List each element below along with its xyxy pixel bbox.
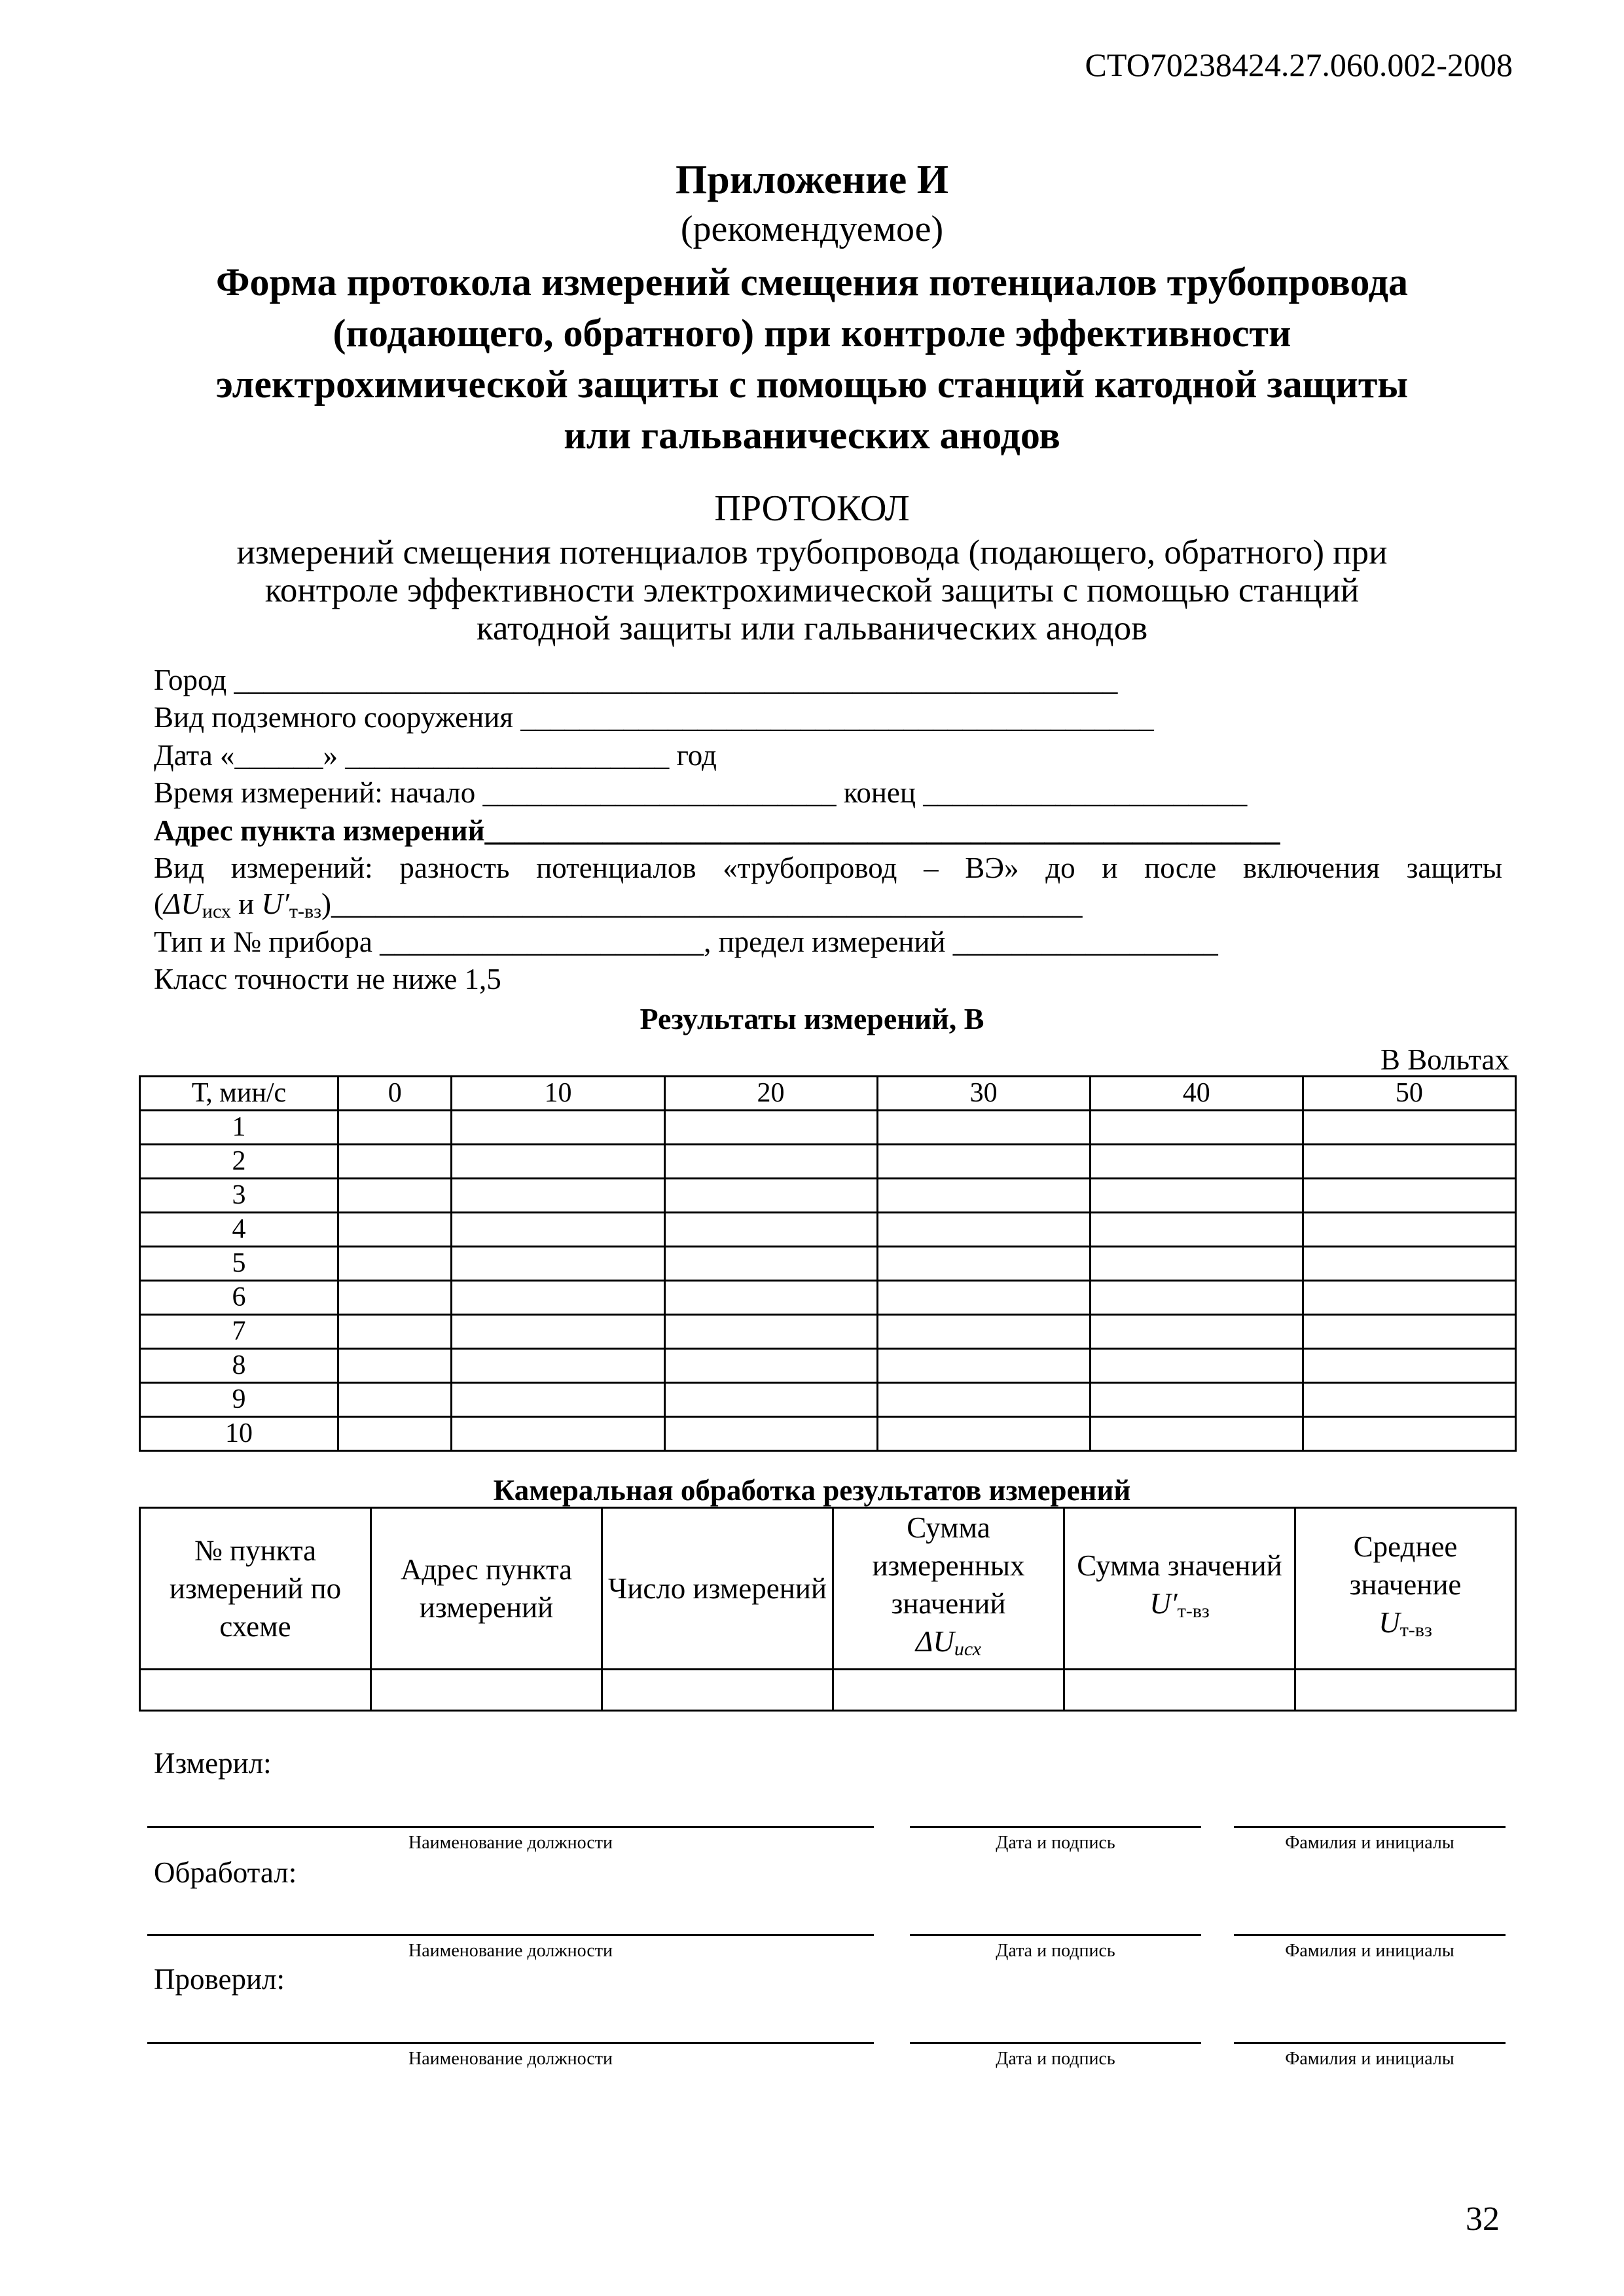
units-note: В Вольтах [1380, 1043, 1509, 1076]
value-cell[interactable] [877, 1179, 1090, 1213]
value-cell[interactable] [877, 1349, 1090, 1383]
measurement-type-blank: )___________________________________________________ [321, 888, 1083, 920]
symbol-subscript: т-вз [1177, 1600, 1210, 1622]
row-number: 5 [140, 1247, 338, 1281]
value-cell[interactable] [338, 1247, 452, 1281]
column-header: 50 [1303, 1077, 1515, 1111]
row-number: 2 [140, 1145, 338, 1179]
structure-type-field[interactable]: Вид подземного сооружения ___________________________________________ [154, 701, 1154, 734]
date-caption: Дата и подпись [996, 1941, 1115, 1961]
value-cell[interactable] [452, 1145, 664, 1179]
column-header: 20 [664, 1077, 877, 1111]
u-prime-subscript: т-вз [289, 901, 321, 922]
protocol-subtitle-line: измерений смещения потенциалов трубопровода (подающего, обратного) при [236, 533, 1388, 571]
table-row [140, 1247, 1516, 1281]
name-caption: Фамилия и инициалы [1285, 1833, 1454, 1853]
value-cell[interactable] [1090, 1145, 1303, 1179]
name-caption: Фамилия и инициалы [1285, 2049, 1454, 2069]
symbol: ΔU [915, 1625, 954, 1658]
value-cell[interactable] [1090, 1179, 1303, 1213]
column-header: Число измерений [602, 1508, 833, 1670]
position-line[interactable] [147, 2042, 874, 2044]
value-cell[interactable] [664, 1111, 877, 1145]
value-cell[interactable] [833, 1670, 1064, 1711]
table-row [140, 1417, 1516, 1451]
value-cell[interactable] [664, 1179, 877, 1213]
row-number: 6 [140, 1281, 338, 1315]
column-header-symbol [1065, 1585, 1294, 1630]
value-cell[interactable] [1090, 1281, 1303, 1315]
column-header [1064, 1508, 1295, 1670]
value-cell[interactable] [1295, 1670, 1516, 1711]
value-cell[interactable] [140, 1670, 371, 1711]
value-cell[interactable] [877, 1383, 1090, 1417]
value-cell[interactable] [338, 1213, 452, 1247]
column-header: 40 [1090, 1077, 1303, 1111]
city-field[interactable]: Город ____________________________________________________________ [154, 664, 1118, 696]
position-caption: Наименование должности [408, 2049, 613, 2069]
results-table [139, 1075, 1517, 1452]
column-header-symbol [834, 1623, 1063, 1668]
value-cell[interactable] [1064, 1670, 1295, 1711]
protocol-title: ПРОТОКОЛ [714, 488, 910, 529]
value-cell[interactable] [664, 1281, 877, 1315]
appendix-title: Приложение И [675, 158, 949, 202]
column-header: 0 [338, 1077, 452, 1111]
symbol-subscript: исх [954, 1638, 982, 1660]
value-cell[interactable] [452, 1179, 664, 1213]
value-cell[interactable] [452, 1111, 664, 1145]
table-row [140, 1383, 1516, 1417]
value-cell[interactable] [664, 1213, 877, 1247]
value-cell[interactable] [877, 1281, 1090, 1315]
position-line[interactable] [147, 1934, 874, 1936]
value-cell[interactable] [602, 1670, 833, 1711]
column-header-text: Сумма значений [1077, 1549, 1282, 1582]
protocol-subtitle [0, 533, 1624, 647]
date-signature-line[interactable] [910, 2042, 1201, 2044]
table-row [140, 1111, 1516, 1145]
symbol: U [1379, 1606, 1400, 1639]
value-cell[interactable] [338, 1383, 452, 1417]
value-cell[interactable] [1303, 1417, 1515, 1451]
date-signature-line[interactable] [910, 1934, 1201, 1936]
table-row [140, 1213, 1516, 1247]
column-header: № пункта измерений по схеме [140, 1508, 371, 1670]
value-cell[interactable] [338, 1145, 452, 1179]
name-line[interactable] [1234, 1826, 1506, 1828]
column-header-symbol [1296, 1604, 1515, 1649]
value-cell[interactable] [338, 1417, 452, 1451]
table-row [140, 1281, 1516, 1315]
value-cell[interactable] [1303, 1111, 1515, 1145]
row-number: 10 [140, 1417, 338, 1451]
value-cell[interactable] [1090, 1315, 1303, 1349]
checked-label: Проверил: [154, 1963, 285, 1996]
and-word: и [230, 888, 262, 920]
value-cell[interactable] [664, 1315, 877, 1349]
value-cell[interactable] [1303, 1247, 1515, 1281]
column-header: Т, мин/с [140, 1077, 338, 1111]
results-header-row [140, 1077, 1516, 1111]
value-cell[interactable] [1303, 1383, 1515, 1417]
value-cell[interactable] [1090, 1247, 1303, 1281]
column-header [833, 1508, 1064, 1670]
date-rest: » ______________________ год [323, 739, 717, 772]
value-cell[interactable] [664, 1417, 877, 1451]
value-cell[interactable] [338, 1281, 452, 1315]
row-number: 3 [140, 1179, 338, 1213]
cameral-heading: Камеральная обработка результатов измерений [493, 1474, 1131, 1507]
value-cell[interactable] [877, 1145, 1090, 1179]
value-cell[interactable] [664, 1247, 877, 1281]
value-cell[interactable] [1090, 1383, 1303, 1417]
date-caption: Дата и подпись [996, 2049, 1115, 2069]
value-cell[interactable] [664, 1383, 877, 1417]
accuracy-class: Класс точности не ниже 1,5 [154, 963, 501, 996]
protocol-subtitle-line: катодной защиты или гальванических анодов [476, 609, 1148, 647]
table-row [140, 1349, 1516, 1383]
row-number: 8 [140, 1349, 338, 1383]
form-title-line: или гальванических анодов [564, 414, 1060, 457]
value-cell[interactable] [452, 1247, 664, 1281]
cameral-header-row [140, 1508, 1516, 1670]
column-header-text: Среднее значение [1349, 1530, 1462, 1601]
value-cell[interactable] [371, 1670, 602, 1711]
date-field[interactable] [154, 738, 717, 772]
page-number: 32 [1466, 2200, 1500, 2238]
document-code: СТО70238424.27.060.002-2008 [1085, 46, 1513, 83]
value-cell[interactable] [1303, 1315, 1515, 1349]
value-cell[interactable] [452, 1417, 664, 1451]
measurement-time-field[interactable]: Время измерений: начало ________________________ конец ______________________ [154, 776, 1248, 809]
value-cell[interactable] [1090, 1417, 1303, 1451]
value-cell[interactable] [1303, 1179, 1515, 1213]
value-cell[interactable] [664, 1349, 877, 1383]
position-line[interactable] [147, 1826, 874, 1828]
value-cell[interactable] [1303, 1213, 1515, 1247]
table-row [140, 1145, 1516, 1179]
column-header: Адрес пункта измерений [371, 1508, 602, 1670]
form-title-line: (подающего, обратного) при контроле эффективности [333, 312, 1291, 355]
delta-u-symbol: ΔU [164, 888, 202, 920]
date-caption: Дата и подпись [996, 1833, 1115, 1853]
name-caption: Фамилия и инициалы [1285, 1941, 1454, 1961]
measured-label: Измерил: [154, 1747, 272, 1780]
u-prime-symbol: U′ [261, 888, 289, 920]
value-cell[interactable] [1303, 1281, 1515, 1315]
value-cell[interactable] [877, 1247, 1090, 1281]
measurement-address-field[interactable]: Адрес пункта измерений______________________________________________________ [154, 814, 1280, 847]
cameral-table [139, 1507, 1517, 1712]
row-number: 7 [140, 1315, 338, 1349]
measurement-type-line-1: Вид измерений: разность потенциалов «трубопровод – ВЭ» до и после включения защиты [154, 852, 1502, 884]
value-cell[interactable] [1090, 1111, 1303, 1145]
column-header-text: Сумма измеренных значений [872, 1511, 1025, 1620]
value-cell[interactable] [877, 1111, 1090, 1145]
symbol: U′ [1149, 1587, 1178, 1620]
delta-u-subscript: исх [202, 901, 231, 922]
value-cell[interactable] [1090, 1349, 1303, 1383]
symbol-subscript: т-вз [1399, 1619, 1432, 1641]
column-header: 10 [452, 1077, 664, 1111]
appendix-subtitle: (рекомендуемое) [680, 209, 944, 249]
value-cell[interactable] [338, 1315, 452, 1349]
table-row [140, 1179, 1516, 1213]
column-header [1295, 1508, 1516, 1670]
form-title-line: электрохимической защиты с помощью станций катодной защиты [215, 363, 1409, 406]
value-cell[interactable] [1303, 1145, 1515, 1179]
device-field[interactable]: Тип и № прибора ______________________, предел измерений __________________ [154, 925, 1218, 958]
value-cell[interactable] [1303, 1349, 1515, 1383]
value-cell[interactable] [877, 1213, 1090, 1247]
position-caption: Наименование должности [408, 1833, 613, 1853]
value-cell[interactable] [338, 1349, 452, 1383]
form-title-line: Форма протокола измерений смещения потенциалов трубопровода [216, 260, 1408, 304]
value-cell[interactable] [452, 1213, 664, 1247]
row-number: 9 [140, 1383, 338, 1417]
date-prefix: Дата « [154, 739, 235, 772]
value-cell[interactable] [338, 1111, 452, 1145]
value-cell[interactable] [452, 1315, 664, 1349]
results-heading: Результаты измерений, В [640, 1002, 984, 1035]
column-header: 30 [877, 1077, 1090, 1111]
date-signature-line[interactable] [910, 1826, 1201, 1828]
form-title [0, 257, 1624, 461]
table-row [140, 1670, 1516, 1711]
position-caption: Наименование должности [408, 1941, 613, 1961]
value-cell[interactable] [877, 1315, 1090, 1349]
value-cell[interactable] [877, 1417, 1090, 1451]
value-cell[interactable] [452, 1281, 664, 1315]
name-line[interactable] [1234, 1934, 1506, 1936]
value-cell[interactable] [1090, 1213, 1303, 1247]
processed-label: Обработал: [154, 1856, 297, 1889]
table-row [140, 1315, 1516, 1349]
name-line[interactable] [1234, 2042, 1506, 2044]
row-number: 4 [140, 1213, 338, 1247]
value-cell[interactable] [452, 1349, 664, 1383]
value-cell[interactable] [664, 1145, 877, 1179]
value-cell[interactable] [338, 1179, 452, 1213]
protocol-subtitle-line: контроле эффективности электрохимической защиты с помощью станций [264, 571, 1360, 609]
value-cell[interactable] [452, 1383, 664, 1417]
row-number: 1 [140, 1111, 338, 1145]
date-day-blank: ______ [234, 739, 323, 772]
measurement-type-line-2[interactable]: ($\Delta U_{исх}$ и $U'_{т-вз})\_\_\_\_\_\_\_\_\_\_\_\_\_\_\_\_\_\_\_\_\_\_\_\_\_\_\_\_\_\_\_\_\_\_\_\_\_\_\_\_\_\_\_\_\_\_\_\_\_\_\_$ [154, 888, 1083, 922]
